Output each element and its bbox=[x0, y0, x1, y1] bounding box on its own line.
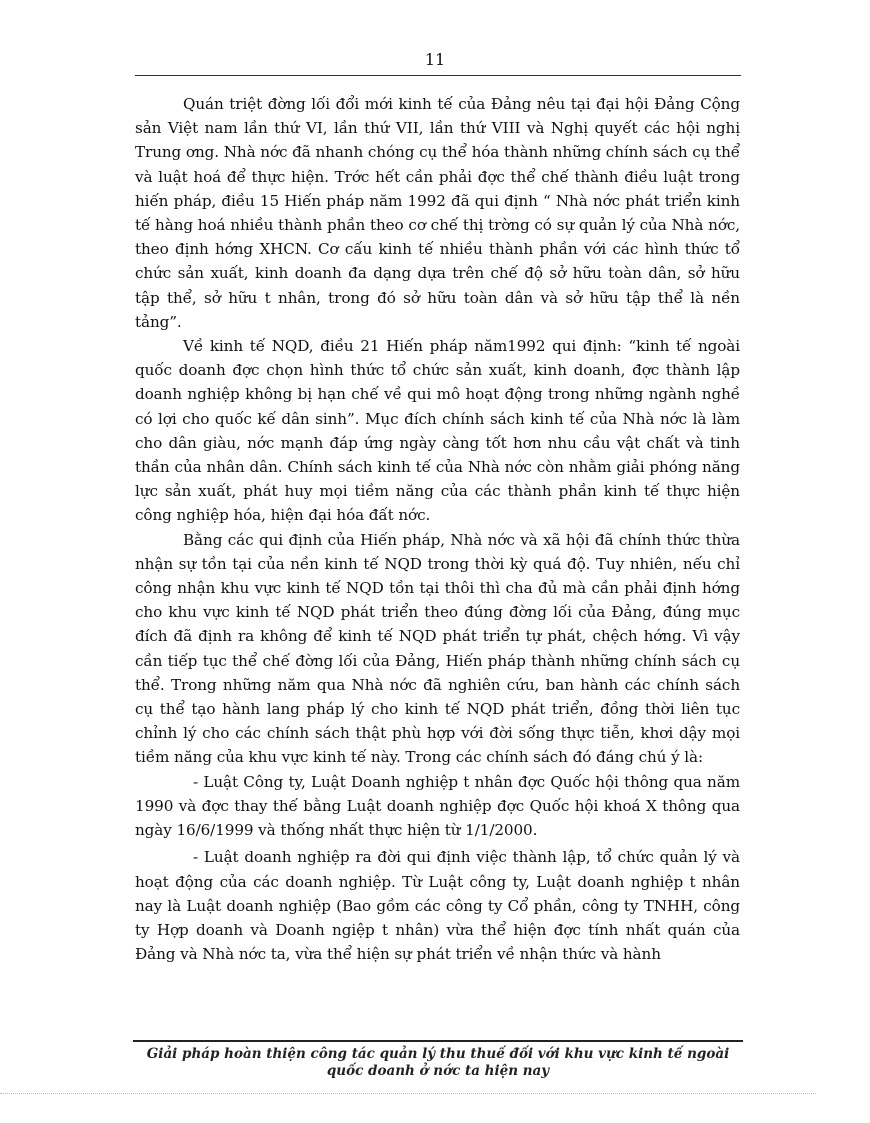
paragraph-2: Về kinh tế NQD, điều 21 Hiến pháp năm1992 qui định: “kinh tế ngoài quốc doanh đợc chọn hình thức tổ chức sản xuất, kinh doanh, đợc thành lập doanh nghiệp không bị hạn chế về qui mô hoạt động trong những ngành nghề có lợi cho quốc kế dân sinh”. Mục đích chính sách kinh tế của Nhà nớc là làm cho dân giàu, nớc mạnh đáp ứng ngày càng tốt hơn nhu cầu vật chất và tinh thần của nhân dân. Chính sách kinh tế của Nhà nớc còn nhằm giải phóng năng lực sản xuất, phát huy mọi tiềm năng của các thành phần kinh tế thực hiện công nghiệp hóa, hiện đại hóa đất nớc. bbox=[135, 337, 740, 525]
list-item-enterprise-law: - Luật doanh nghiệp ra đời qui định việc thành lập, tổ chức quản lý và hoạt động của các doanh nghiệp. Từ Luật công ty, Luật doanh nghiệp t nhân nay là Luật doanh nghiệp (Bao gồm các công ty Cổ phần, công ty TNHH, công ty Hợp doanh và Doanh ngiệp t nhân) vừa thể hiện đợc tính nhất quán của Đảng và Nhà nớc ta, vừa thể hiện sự phát triển về nhận thức và hành bbox=[135, 848, 740, 964]
header-rule bbox=[135, 75, 741, 76]
footer-rule bbox=[133, 1040, 743, 1042]
paragraph-1: Quán triệt đờng lối đổi mới kinh tế của Đảng nêu tại đại hội Đảng Cộng sản Việt nam lần thứ VI, lần thứ VII, lần thứ VIII và Nghị quyết các hội nghị Trung ơng. Nhà nớc đã nhanh chóng cụ thể hóa thành những chính sách cụ thể và luật hoá để thực hiện. Trớc hết cần phải đợc thể chế thành điều luật trong hiến pháp, điều 15 Hiến pháp năm 1992 đã qui định “ Nhà nớc phát triển kinh tế hàng hoá nhiều thành phần theo cơ chế thị trờng có sự quản lý của Nhà nớc, theo định hớng XHCN. Cơ cấu kinh tế nhiều thành phần với các hình thức tổ chức sản xuất, kinh doanh đa dạng dựa trên chế độ sở hữu toàn dân, sở hữu tập thể, sở hữu t nhân, trong đó sở hữu toàn dân và sở hữu tập thể là nền tảng”. bbox=[135, 95, 740, 331]
body-text bbox=[135, 92, 740, 964]
footer-title: Giải pháp hoàn thiện công tác quản lý thu thuế đối với khu vực kinh tế ngoài quốc doanh ở nớc ta hiện nay bbox=[146, 1046, 730, 1079]
paragraph-3: Bằng các qui định của Hiến pháp, Nhà nớc và xã hội đã chính thức thừa nhận sự tồn tại của nền kinh tế NQD trong thời kỳ quá độ. Tuy nhiên, nếu chỉ công nhận khu vực kinh tế NQD tồn tại thôi thì cha đủ mà cần phải định hớng cho khu vực kinh tế NQD phát triển theo đúng đờng lối của Đảng, đúng mục đích đã định ra không để kinh tế NQD phát triển tự phát, chệch hớng. Vì vậy cần tiếp tục thể chế đờng lối của Đảng, Hiến pháp thành những chính sách cụ thể. Trong những năm qua Nhà nớc đã nghiên cứu, ban hành các chính sách cụ thể tạo hành lang pháp lý cho kinh tế NQD phát triển, đồng thời liên tục chỉnh lý cho các chính sách thật phù hợp với đời sống thực tiễn, khơi dậy mọi tiềm năng của khu vực kinh tế này. Trong các chính sách đó đáng chú ý là: bbox=[135, 530, 740, 767]
page-number: 11 bbox=[424, 50, 446, 69]
page-bottom-dotted-line bbox=[0, 1093, 816, 1094]
list-item-company-law: - Luật Công ty, Luật Doanh nghiệp t nhân đợc Quốc hội thông qua năm 1990 và đợc thay thế bằng Luật doanh nghiệp đợc Quốc hội khoá X thông qua ngày 16/6/1999 và thống nhất thực hiện từ 1/1/2000. bbox=[135, 772, 740, 840]
